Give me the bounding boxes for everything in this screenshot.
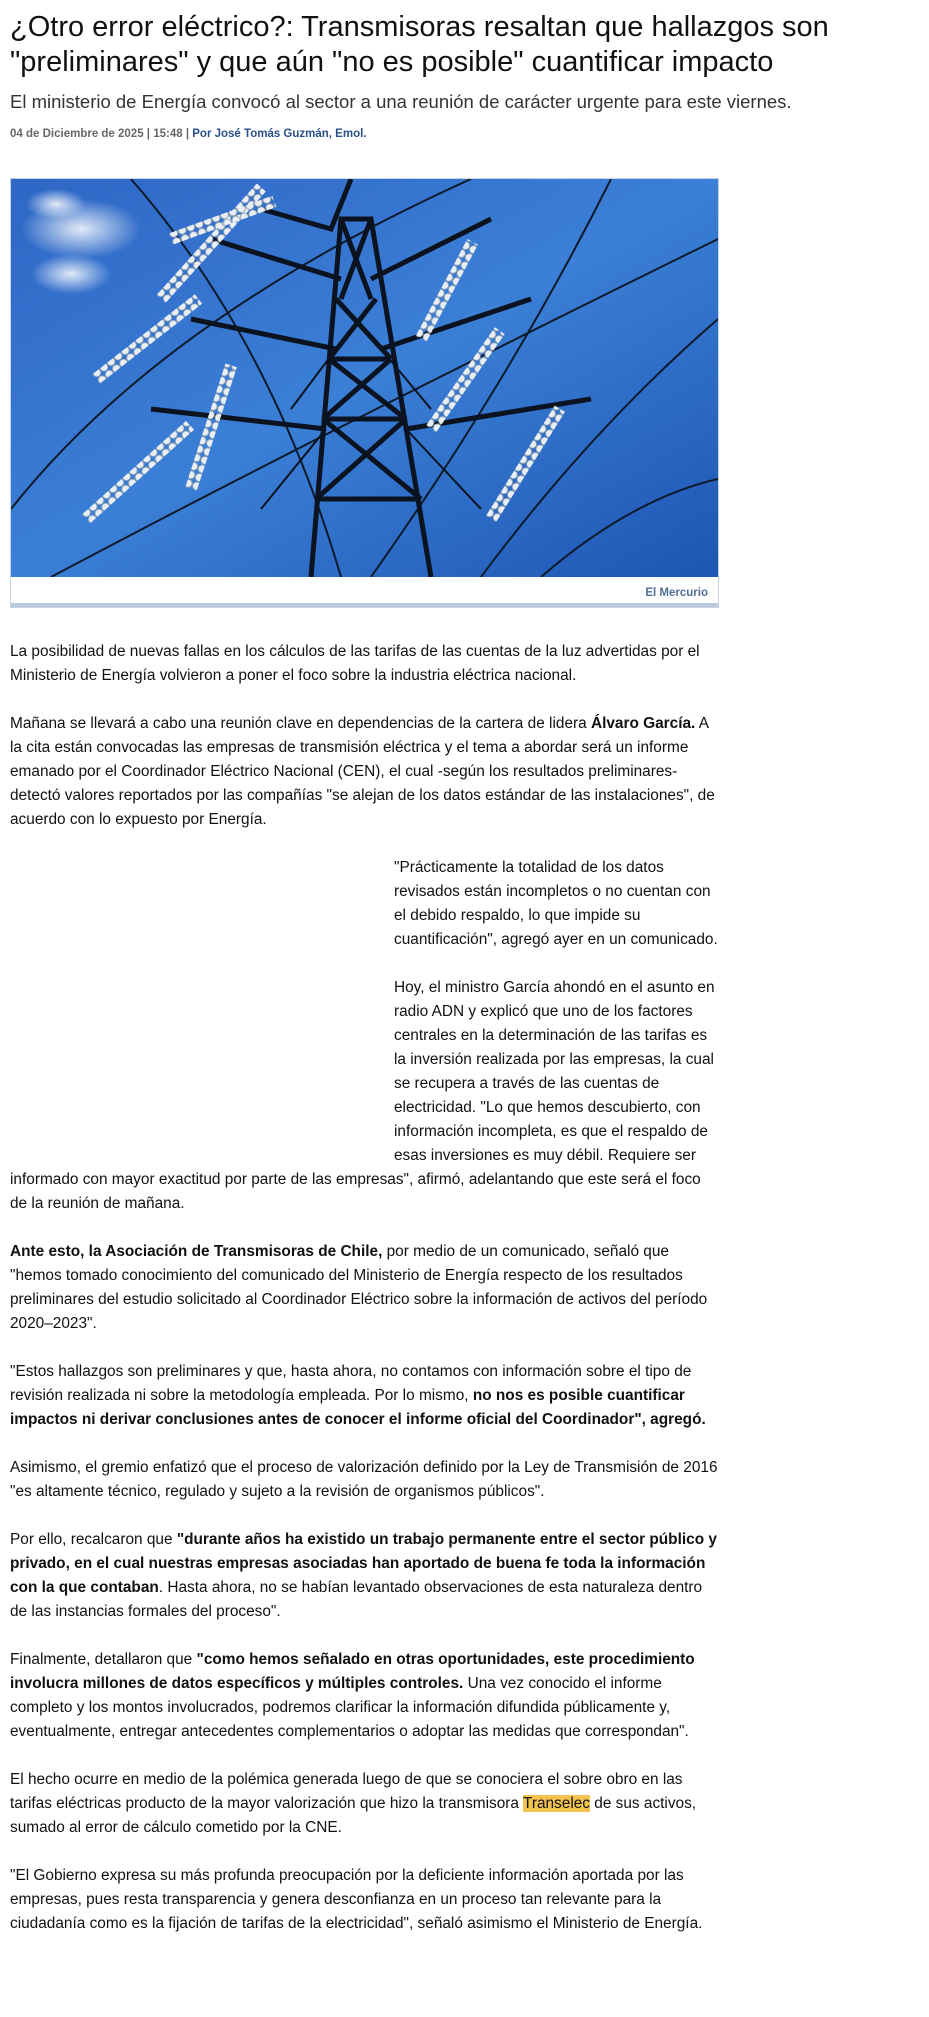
ad-placeholder	[10, 856, 394, 1166]
paragraph-4: Hoy, el ministro García ahondó en el asunto en radio ADN y explicó que uno de los factores centrales en la determinación de las tarifas es la inversión realizada por las empresas, la cual se recupera a través de las cuentas de electricidad. "Lo que hemos descubierto, con información incompleta, es que el respaldo de esas inversiones es muy débil. Requiere ser informado con mayor exactitud por parte de las empresas", afirmó, adelantando que este será el foco de la reunión de mañana.	[10, 979, 715, 1212]
paragraph-10	[10, 1768, 722, 1840]
paragraph-2-text-c: A la cita están convocadas las empresas de transmisión eléctrica y el tema a abordar será un informe emanado por el Coordinador Eléctrico Nacional (CEN), el cual -según los resultados preliminares- detectó valores reportados por las compañías "se alejan de los datos estándar de las instalaciones", de acuerdo con lo expuesto por Energía.	[10, 715, 715, 828]
paragraph-2	[10, 712, 722, 832]
power-tower-photo	[11, 179, 718, 577]
paragraph-6	[10, 1360, 722, 1432]
paragraph-8-text-c: . Hasta ahora, no se habían levantado observaciones de esta naturaleza dentro de las instancias formales del proceso".	[10, 1579, 703, 1620]
publish-date: 04 de Diciembre de 2025 | 15:48 |	[10, 128, 190, 140]
photo-credit: El Mercurio	[645, 587, 708, 599]
paragraph-6-text: "Estos hallazgos son preliminares y que, hasta ahora, no contamos con información sobre el tipo de revisión realizada ni sobre la metodología empleada. Por lo mismo,	[10, 1363, 692, 1404]
paragraph-9-text-c: Una vez conocido el informe completo y los montos involucrados, podremos clarificar la información difundida públicamente y, eventualmente, entregar antecedentes complementarios o adoptar las medidas que correspondan".	[10, 1675, 689, 1740]
paragraph-5-text: por medio de un comunicado, señaló que "hemos tomado conocimiento del comunicado del Ministerio de Energía respecto de los resultados preliminares del estudio solicitado al Coordinador Eléctrico sobre la información de activos del período 2020–2023".	[10, 1243, 708, 1332]
page-title: ¿Otro error eléctrico?: Transmisoras resaltan que hallazgos son "preliminares" y que aún "no es posible" cuantificar impacto	[10, 11, 829, 78]
paragraph-5-bold: Ante esto, la Asociación de Transmisoras de Chile,	[10, 1243, 383, 1260]
transelec-highlight-link[interactable]: Transelec	[522, 1795, 590, 1812]
paragraph-8-text-a: Por ello, recalcaron que	[10, 1531, 177, 1548]
paragraph-3: "Prácticamente la totalidad de los datos revisados están incompletos o no cuentan con el debido respaldo, lo que impide su cuantificación", agregó ayer en un comunicado.	[394, 859, 718, 948]
paragraph-11: "El Gobierno expresa su más profunda preocupación por la deficiente información aportada por las empresas, pues resta transparencia y genera desconfianza en un proceso tan relevante para la ciudadanía como es la fijación de tarifas de la electricidad", señaló asimismo el Ministerio de Energía.	[10, 1867, 703, 1932]
paragraph-9-text-a: Finalmente, detallaron que	[10, 1651, 197, 1668]
article-body	[10, 640, 722, 1960]
figure-divider	[11, 603, 718, 607]
paragraph-9	[10, 1648, 722, 1744]
paragraph-8-bold: "durante años ha existido un trabajo permanente entre el sector público y privado, en el cual nuestras empresas asociadas han aportado de buena fe toda la información con la que contaban	[10, 1531, 717, 1596]
minister-name: Álvaro García.	[590, 715, 696, 732]
paragraph-7: Asimismo, el gremio enfatizó que el proceso de valorización definido por la Ley de Transmisión de 2016 "es altamente técnico, regulado y sujeto a la revisión de organismos públicos".	[10, 1459, 718, 1500]
article-header	[10, 0, 920, 140]
article-subtitle: El ministerio de Energía convocó al sector a una reunión de carácter urgente para este viernes.	[10, 91, 792, 112]
paragraph-10-text-a: El hecho ocurre en medio de la polémica generada luego de que se conociera el sobre obro en las tarifas eléctricas producto de la mayor valorización que hizo la transmisora	[10, 1771, 683, 1812]
article-figure	[10, 178, 719, 608]
paragraph-8	[10, 1528, 722, 1624]
article-meta	[10, 128, 920, 140]
paragraph-1: La posibilidad de nuevas fallas en los cálculos de las tarifas de las cuentas de la luz advertidas por el Ministerio de Energía volvieron a poner el foco sobre la industria eléctrica nacional.	[10, 643, 700, 684]
paragraph-10-text-c: de sus activos, sumado al error de cálculo cometido por la CNE.	[10, 1795, 697, 1836]
paragraph-2-text-a: Mañana se llevará a cabo una reunión clave en dependencias de la cartera de lidera	[10, 715, 591, 732]
paragraph-6-bold: no nos es posible cuantificar impactos ni derivar conclusiones antes de conocer el informe oficial del Coordinador", agregó.	[10, 1387, 706, 1428]
paragraph-9-bold: "como hemos señalado en otras oportunidades, este procedimiento involucra millones de datos específicos y múltiples controles.	[10, 1651, 695, 1692]
paragraph-5	[10, 1240, 722, 1336]
author-link[interactable]: Por José Tomás Guzmán, Emol.	[192, 128, 367, 140]
